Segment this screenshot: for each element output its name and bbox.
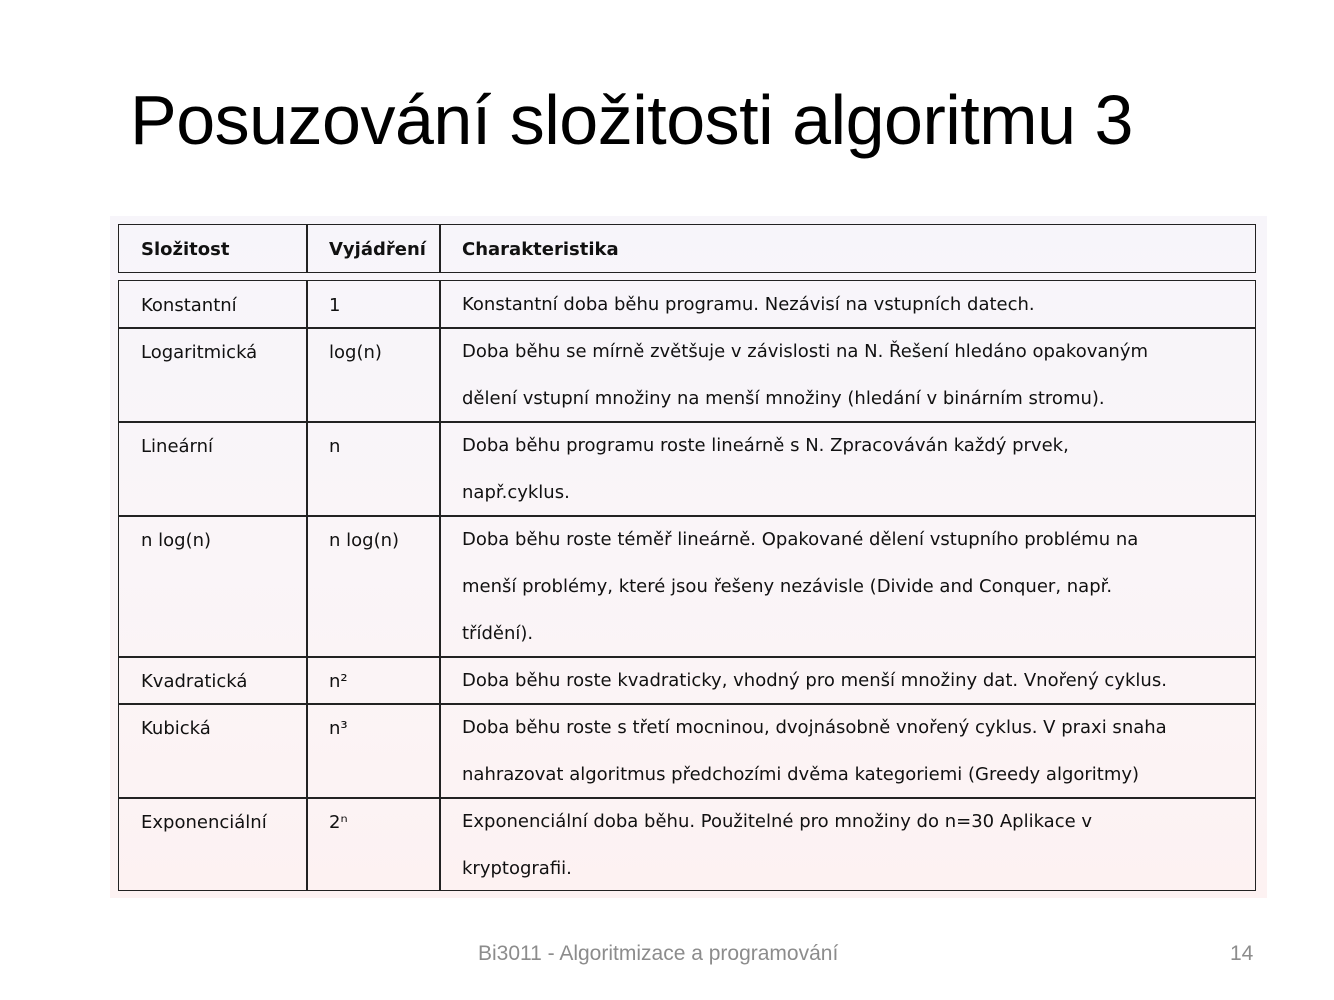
table-row — [119, 704, 1255, 798]
table-row — [119, 657, 1255, 704]
complexity-name: Kubická — [141, 718, 211, 739]
column-divider — [306, 225, 308, 272]
table-row — [119, 516, 1255, 657]
description-line: třídění). — [462, 623, 534, 644]
complexity-expression: n log(n) — [329, 530, 400, 551]
complexity-name: Lineární — [141, 436, 214, 457]
complexity-table — [110, 216, 1267, 898]
complexity-description — [462, 328, 1148, 422]
description-line: nahrazovat algoritmus předchozími dvěma kategoriemi (Greedy algoritmy) — [462, 764, 1140, 785]
complexity-name: Exponenciální — [141, 812, 267, 833]
description-line: Konstantní doba běhu programu. Nezávisí na vstupních datech. — [462, 294, 1035, 315]
complexity-expression: log(n) — [329, 342, 382, 363]
slide-title: Posuzování složitosti algoritmu 3 — [130, 81, 1133, 159]
table-row — [119, 281, 1255, 328]
table-body — [118, 280, 1256, 891]
description-line: dělení vstupní množiny na menší množiny (hledání v binárním stromu). — [462, 388, 1105, 409]
complexity-description — [462, 422, 1069, 516]
complexity-description — [462, 657, 1167, 704]
description-line: Doba běhu roste kvadraticky, vhodný pro menší množiny dat. Vnořený cyklus. — [462, 670, 1167, 691]
header-complexity: Složitost — [141, 239, 230, 260]
complexity-description — [462, 704, 1167, 798]
table-row — [119, 422, 1255, 516]
description-line: Doba běhu se mírně zvětšuje v závislosti na N. Řešení hledáno opakovaným — [462, 341, 1149, 362]
complexity-description — [462, 516, 1138, 657]
page-number: 14 — [1230, 942, 1254, 965]
complexity-name: Kvadratická — [141, 671, 248, 692]
table-row — [119, 798, 1255, 892]
description-line: Doba běhu roste téměř lineárně. Opakované dělení vstupního problému na — [462, 529, 1139, 550]
description-line: Exponenciální doba běhu. Použitelné pro množiny do n=30 Aplikace v — [462, 811, 1093, 832]
complexity-name: Konstantní — [141, 295, 237, 316]
complexity-expression: 1 — [329, 295, 341, 316]
table-header — [118, 224, 1256, 273]
description-line: např.cyklus. — [462, 482, 570, 503]
complexity-description — [462, 281, 1035, 328]
column-divider — [439, 225, 441, 272]
description-line: Doba běhu programu roste lineárně s N. Zpracováván každý prvek, — [462, 435, 1069, 456]
complexity-description — [462, 798, 1092, 892]
complexity-name: Logaritmická — [141, 342, 258, 363]
description-line: Doba běhu roste s třetí mocninou, dvojnásobně vnořený cyklus. V praxi snaha — [462, 717, 1167, 738]
complexity-name: n log(n) — [141, 530, 212, 551]
complexity-expression: n — [329, 436, 341, 457]
description-line: menší problémy, které jsou řešeny nezávisle (Divide and Conquer, např. — [462, 576, 1113, 597]
table-row — [119, 328, 1255, 422]
description-line: kryptografii. — [462, 858, 572, 879]
complexity-expression: n² — [329, 671, 348, 692]
header-expression: Vyjádření — [329, 239, 426, 260]
header-characteristics: Charakteristika — [462, 239, 619, 260]
complexity-expression: 2ⁿ — [329, 812, 348, 833]
slide-footer: Bi3011 - Algoritmizace a programování — [478, 942, 839, 965]
complexity-expression: n³ — [329, 718, 348, 739]
